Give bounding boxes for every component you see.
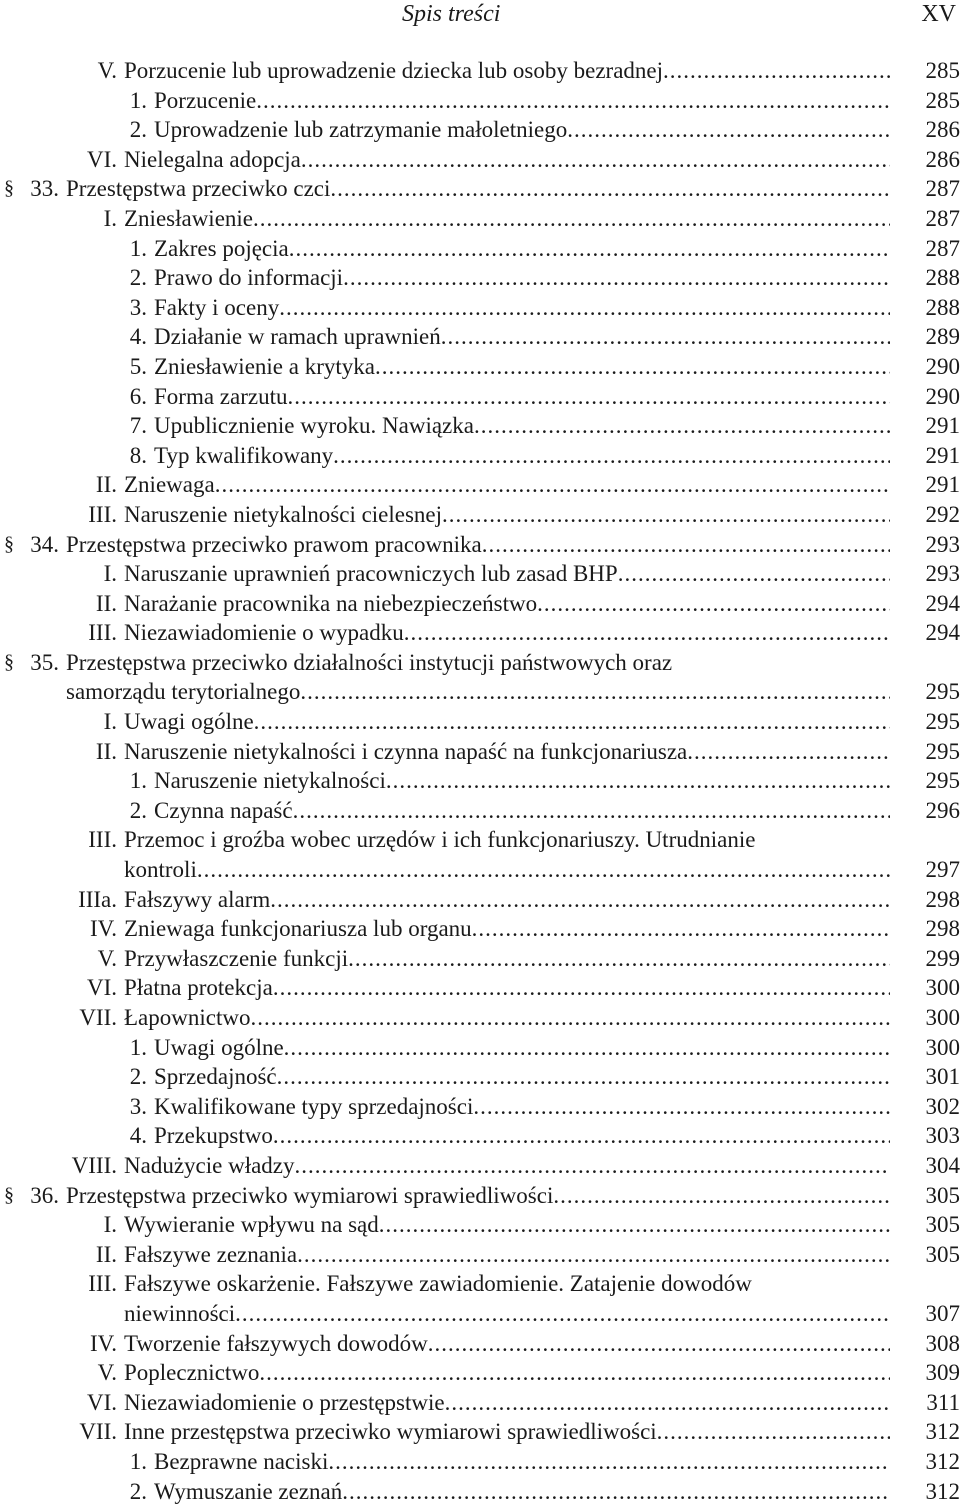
toc-entry[interactable] — [0, 174, 960, 204]
entry-title-text: Przestępstwa przeciwko czci — [66, 176, 331, 202]
dot-leader — [474, 411, 890, 441]
toc-entry[interactable] — [0, 115, 960, 145]
entry-title — [124, 1388, 890, 1418]
entry-title-text: Uwagi ogólne — [154, 1034, 284, 1060]
dot-leader — [284, 1033, 890, 1063]
entry-page: 286 — [925, 146, 960, 172]
entry-number: II. — [95, 738, 117, 764]
dot-leader — [277, 1062, 890, 1092]
entry-page: 288 — [925, 294, 960, 320]
entry-title-text: Fakty i oceny — [154, 294, 280, 320]
entry-title — [154, 115, 890, 145]
toc-entry[interactable] — [0, 1092, 960, 1122]
toc-entry[interactable] — [0, 86, 960, 116]
entry-title — [154, 234, 890, 264]
entry-number: I. — [103, 561, 117, 587]
entry-page: 287 — [925, 176, 960, 202]
entry-title — [124, 1329, 890, 1359]
entry-title-text: Prawo do informacji — [154, 265, 344, 291]
entry-page: 287 — [925, 205, 960, 231]
dot-leader — [256, 86, 890, 116]
entry-title — [154, 352, 890, 382]
toc-entry[interactable] — [0, 1388, 960, 1418]
toc-entry[interactable] — [0, 56, 960, 86]
entry-number: 3. — [129, 294, 147, 320]
entry-number: 2. — [129, 1064, 147, 1090]
entry-number: 2. — [129, 265, 147, 291]
entry-title-text: Niezawiadomienie o przestępstwie — [124, 1389, 445, 1415]
entry-number: 6. — [129, 383, 147, 409]
entry-title-text: Naruszenie nietykalności i czynna napaść na funkcjonariusza — [124, 738, 688, 764]
toc-entry[interactable] — [0, 766, 960, 796]
entry-number: III. — [88, 1271, 117, 1297]
toc-entry[interactable] — [0, 589, 960, 619]
entry-title — [124, 1003, 890, 1033]
entry-title-text: Przywłaszczenie funkcji — [124, 945, 349, 971]
entry-title — [124, 559, 890, 589]
running-title: Spis treści — [402, 1, 501, 27]
entry-page: 295 — [925, 709, 960, 735]
toc-entry[interactable] — [0, 145, 960, 175]
entry-title-text: Przemoc i groźba wobec urzędów i ich funkcjonariuszy. Utrudnianie — [124, 827, 756, 853]
dot-leader — [333, 441, 890, 471]
entry-title-text: Działanie w ramach uprawnień — [154, 324, 441, 350]
section-sign: § — [4, 1183, 14, 1206]
entry-page: 300 — [925, 1005, 960, 1030]
entry-title-text: Niezawiadomienie o wypadku — [124, 620, 404, 646]
toc-entry[interactable] — [0, 1240, 960, 1270]
entry-page: 291 — [925, 442, 960, 468]
entry-title-text: Przestępstwa przeciwko wymiarowi sprawiedliwości — [66, 1182, 554, 1208]
entry-number: 36. — [30, 1182, 59, 1208]
entry-title-text: niewinności — [124, 1300, 236, 1326]
toc-entry[interactable] — [0, 263, 960, 293]
entry-page: 294 — [925, 590, 960, 616]
entry-number: 4. — [129, 324, 147, 350]
entry-page: 311 — [926, 1389, 960, 1415]
toc-entry[interactable] — [0, 1269, 960, 1328]
dot-leader — [215, 470, 890, 500]
entry-title-text: Zakres pojęcia — [154, 235, 289, 261]
page-number: XV — [921, 1, 956, 27]
entry-number: 35. — [30, 649, 59, 675]
entry-title — [124, 944, 890, 974]
entry-title — [154, 1447, 890, 1477]
entry-title-text: Naruszanie uprawnień pracowniczych lub zasad BHP — [124, 561, 618, 587]
entry-title — [124, 1269, 890, 1328]
entry-title-text: Zniewaga — [124, 472, 215, 498]
entry-title-text: Nielegalna adopcja — [124, 146, 301, 172]
entry-title — [154, 411, 890, 441]
entry-page: 285 — [925, 58, 960, 83]
entry-title-text: Zniesławienie a krytyka — [154, 353, 375, 379]
dot-leader — [297, 1240, 890, 1270]
entry-title — [154, 1121, 890, 1151]
entry-number: 2. — [129, 117, 147, 143]
entry-title — [124, 204, 890, 234]
dot-leader — [342, 1477, 890, 1507]
entry-page: 295 — [925, 738, 960, 764]
entry-number: VII. — [79, 1005, 117, 1030]
entry-title — [124, 618, 890, 648]
toc-entry[interactable] — [0, 825, 960, 884]
dot-leader — [328, 1447, 890, 1477]
entry-page: 297 — [925, 857, 960, 883]
toc-entry[interactable] — [0, 1358, 960, 1388]
dot-leader — [442, 500, 890, 530]
entry-title — [124, 707, 890, 737]
entry-title-text: Narażanie pracownika na niebezpieczeństwo — [124, 590, 538, 616]
section-sign: § — [4, 532, 14, 555]
entry-page: 307 — [925, 1300, 960, 1326]
entry-title — [154, 1033, 890, 1063]
entry-number: 5. — [129, 353, 147, 379]
toc-entry[interactable] — [0, 1447, 960, 1477]
dot-leader — [293, 796, 890, 826]
dot-leader — [618, 559, 890, 589]
table-of-contents — [0, 56, 960, 1506]
dot-leader — [472, 914, 890, 944]
entry-title — [124, 1358, 890, 1388]
entry-number: 1. — [129, 87, 147, 113]
entry-title-text: Wymuszanie zeznań — [154, 1478, 343, 1504]
toc-entry[interactable] — [0, 441, 960, 471]
entry-number: VII. — [79, 1419, 117, 1445]
entry-title — [124, 885, 890, 915]
entry-page: 285 — [925, 87, 960, 113]
entry-title-text: Naruszenie nietykalności cielesnej — [124, 501, 443, 527]
entry-number: 7. — [129, 413, 147, 439]
entry-number: II. — [95, 1241, 117, 1267]
dot-leader — [279, 293, 890, 323]
entry-page: 309 — [925, 1360, 960, 1386]
entry-page: 308 — [925, 1330, 960, 1356]
entry-number: 1. — [129, 1034, 147, 1060]
entry-title-text: Forma zarzutu — [154, 383, 288, 409]
entry-title-text: Sprzedajność — [154, 1064, 277, 1090]
entry-number: 4. — [129, 1123, 147, 1149]
toc-entry[interactable] — [0, 411, 960, 441]
entry-title — [124, 145, 890, 175]
entry-number: III. — [88, 501, 117, 527]
entry-title-text: Porzucenie lub uprowadzenie dziecka lub osoby bezradnej — [124, 58, 664, 83]
toc-entry[interactable] — [0, 322, 960, 352]
entry-title — [154, 293, 890, 323]
toc-entry[interactable] — [0, 1033, 960, 1063]
dot-leader — [553, 1181, 890, 1211]
entry-page: 312 — [925, 1478, 960, 1504]
entry-page: 290 — [925, 383, 960, 409]
entry-page: 303 — [925, 1123, 960, 1149]
toc-entry[interactable] — [0, 1062, 960, 1092]
entry-title-text: Przestępstwa przeciwko działalności instytucji państwowych oraz — [66, 649, 673, 675]
entry-number: 1. — [129, 235, 147, 261]
dot-leader — [235, 1299, 890, 1329]
entry-number: III. — [88, 827, 117, 853]
toc-entry[interactable] — [0, 914, 960, 944]
dot-leader — [254, 707, 890, 737]
dot-leader — [253, 204, 890, 234]
entry-title — [154, 322, 890, 352]
toc-entry[interactable] — [0, 885, 960, 915]
entry-page: 293 — [925, 561, 960, 587]
dot-leader — [657, 1417, 890, 1447]
entry-title — [66, 1181, 890, 1211]
entry-title-text: Typ kwalifikowany — [154, 442, 334, 468]
entry-title-text: Fałszywe oskarżenie. Fałszywe zawiadomienie. Zatajenie dowodów — [124, 1271, 752, 1297]
entry-number: III. — [88, 620, 117, 646]
dot-leader — [348, 944, 890, 974]
entry-number: VI. — [86, 1389, 117, 1415]
dot-leader — [301, 145, 890, 175]
toc-entry[interactable] — [0, 530, 960, 560]
entry-title — [154, 1092, 890, 1122]
toc-entry[interactable] — [0, 1151, 960, 1181]
entry-title-text: Czynna napaść — [154, 797, 293, 823]
toc-entry[interactable] — [0, 352, 960, 382]
entry-page: 312 — [925, 1448, 960, 1474]
toc-entry[interactable] — [0, 737, 960, 767]
entry-title-text: Zniewaga funkcjonariusza lub organu — [124, 916, 472, 942]
entry-title-text: Porzucenie — [154, 87, 257, 113]
dot-leader — [445, 1388, 890, 1418]
entry-title-text: Tworzenie fałszywych dowodów — [124, 1330, 428, 1356]
entry-number: IIIa. — [78, 886, 117, 912]
entry-number: II. — [95, 590, 117, 616]
entry-title — [124, 914, 890, 944]
toc-entry[interactable] — [0, 204, 960, 234]
toc-entry[interactable] — [0, 559, 960, 589]
toc-entry[interactable] — [0, 500, 960, 530]
entry-page: 304 — [925, 1152, 960, 1178]
dot-leader — [537, 589, 890, 619]
entry-page: 302 — [925, 1093, 960, 1119]
entry-number: 1. — [129, 1448, 147, 1474]
toc-entry[interactable] — [0, 1210, 960, 1240]
entry-title — [66, 530, 890, 560]
entry-title — [154, 441, 890, 471]
entry-page: 292 — [925, 501, 960, 527]
entry-title-text: Inne przestępstwa przeciwko wymiarowi sprawiedliwości — [124, 1419, 657, 1445]
toc-entry[interactable] — [0, 293, 960, 323]
section-sign: § — [4, 650, 14, 673]
entry-title-text: Łapownictwo — [124, 1005, 251, 1030]
entry-title — [154, 1062, 890, 1092]
page-header — [0, 0, 960, 30]
toc-entry[interactable] — [0, 234, 960, 264]
entry-page: 288 — [925, 265, 960, 291]
toc-entry[interactable] — [0, 1477, 960, 1507]
entry-page: 287 — [925, 235, 960, 261]
entry-page: 289 — [925, 324, 960, 350]
entry-title — [124, 589, 890, 619]
entry-number: V. — [97, 58, 117, 83]
entry-title — [154, 796, 890, 826]
dot-leader — [473, 1092, 890, 1122]
dot-leader — [330, 174, 890, 204]
entry-title — [154, 1477, 890, 1507]
entry-title — [124, 1417, 890, 1447]
toc-entry[interactable] — [0, 1003, 960, 1033]
entry-page: 291 — [925, 472, 960, 498]
toc-entry[interactable] — [0, 796, 960, 826]
dot-leader — [300, 677, 890, 707]
dot-leader — [375, 352, 890, 382]
entry-title — [154, 86, 890, 116]
entry-title — [154, 766, 890, 796]
entry-number: VI. — [86, 975, 117, 1001]
toc-entry[interactable] — [0, 1181, 960, 1211]
entry-title-text: Fałszywy alarm — [124, 886, 271, 912]
section-sign: § — [4, 177, 14, 200]
dot-leader — [259, 1358, 890, 1388]
entry-title — [66, 174, 890, 204]
entry-number: II. — [95, 472, 117, 498]
dot-leader — [404, 618, 890, 648]
entry-page: 294 — [925, 620, 960, 646]
entry-number: I. — [103, 709, 117, 735]
entry-title-text: Fałszywe zeznania — [124, 1241, 298, 1267]
entry-title-text: Płatna protekcja — [124, 975, 273, 1001]
toc-entry[interactable] — [0, 707, 960, 737]
entry-title — [124, 470, 890, 500]
toc-entry[interactable] — [0, 1417, 960, 1447]
entry-number: VI. — [86, 146, 117, 172]
entry-title — [124, 973, 890, 1003]
entry-page: 293 — [925, 531, 960, 557]
entry-page: 301 — [925, 1064, 960, 1090]
entry-page: 290 — [925, 353, 960, 379]
entry-title-text: Przekupstwo — [154, 1123, 273, 1149]
entry-title-text: Bezprawne naciski — [154, 1448, 329, 1474]
entry-title — [66, 648, 890, 707]
entry-number: 1. — [129, 768, 147, 794]
entry-number: I. — [103, 205, 117, 231]
entry-title-text: Kwalifikowane typy sprzedajności — [154, 1093, 474, 1119]
entry-title-text: Poplecznictwo — [124, 1360, 260, 1386]
entry-number: 33. — [30, 176, 59, 202]
dot-leader — [273, 1121, 890, 1151]
dot-leader — [295, 1151, 890, 1181]
entry-page: 286 — [925, 117, 960, 143]
dot-leader — [663, 56, 890, 86]
dot-leader — [567, 115, 890, 145]
entry-number: I. — [103, 1212, 117, 1238]
entry-page: 300 — [925, 1034, 960, 1060]
dot-leader — [428, 1329, 890, 1359]
entry-page: 312 — [925, 1419, 960, 1445]
entry-page: 305 — [925, 1182, 960, 1208]
dot-leader — [343, 263, 890, 293]
toc-entry[interactable] — [0, 648, 960, 707]
entry-number: 3. — [129, 1093, 147, 1119]
entry-number: V. — [97, 1360, 117, 1386]
entry-number: 2. — [129, 797, 147, 823]
toc-entry[interactable] — [0, 470, 960, 500]
dot-leader — [379, 1210, 890, 1240]
toc-entry[interactable] — [0, 1329, 960, 1359]
entry-page: 300 — [925, 975, 960, 1001]
dot-leader — [482, 530, 890, 560]
entry-title-text: Przestępstwa przeciwko prawom pracownika — [66, 531, 482, 557]
dot-leader — [386, 766, 890, 796]
entry-number: IV. — [89, 1330, 117, 1356]
toc-entry[interactable] — [0, 1121, 960, 1151]
entry-title — [124, 1210, 890, 1240]
entry-title-text: Upublicznienie wyroku. Nawiązka — [154, 413, 474, 439]
entry-title-text: Wywieranie wpływu na sąd — [124, 1212, 379, 1238]
entry-title-text: Uwagi ogólne — [124, 709, 254, 735]
dot-leader — [197, 855, 890, 885]
toc-entry[interactable] — [0, 382, 960, 412]
toc-entry[interactable] — [0, 618, 960, 648]
dot-leader — [250, 1003, 890, 1033]
entry-title-text: Uprowadzenie lub zatrzymanie małoletniego — [154, 117, 568, 143]
entry-page: 295 — [925, 768, 960, 794]
entry-page: 295 — [925, 679, 960, 705]
entry-title — [124, 825, 890, 884]
entry-title — [124, 500, 890, 530]
entry-page: 298 — [925, 886, 960, 912]
dot-leader — [441, 322, 890, 352]
entry-page: 299 — [925, 945, 960, 971]
dot-leader — [287, 382, 890, 412]
entry-number: 8. — [129, 442, 147, 468]
entry-page: 305 — [925, 1212, 960, 1238]
entry-title-text: Nadużycie władzy — [124, 1152, 295, 1178]
entry-title-text: Naruszenie nietykalności — [154, 768, 386, 794]
entry-title — [124, 56, 890, 86]
entry-title-text: samorządu terytorialnego — [66, 679, 301, 705]
entry-title — [124, 737, 890, 767]
entry-page: 305 — [925, 1241, 960, 1267]
entry-title — [124, 1240, 890, 1270]
entry-number: IV. — [89, 916, 117, 942]
entry-page: 298 — [925, 916, 960, 942]
entry-title — [124, 1151, 890, 1181]
entry-number: V. — [97, 945, 117, 971]
toc-entry[interactable] — [0, 944, 960, 974]
entry-number: 2. — [129, 1478, 147, 1504]
dot-leader — [270, 885, 890, 915]
entry-title — [154, 382, 890, 412]
entry-title — [154, 263, 890, 293]
entry-title-text: Zniesławienie — [124, 205, 254, 231]
entry-number: VIII. — [71, 1152, 117, 1178]
entry-number: 34. — [30, 531, 59, 557]
dot-leader — [289, 234, 890, 264]
toc-entry[interactable] — [0, 973, 960, 1003]
dot-leader — [687, 737, 890, 767]
entry-title-text: kontroli — [124, 857, 197, 883]
dot-leader — [273, 973, 890, 1003]
entry-page: 296 — [925, 797, 960, 823]
entry-page: 291 — [925, 413, 960, 439]
